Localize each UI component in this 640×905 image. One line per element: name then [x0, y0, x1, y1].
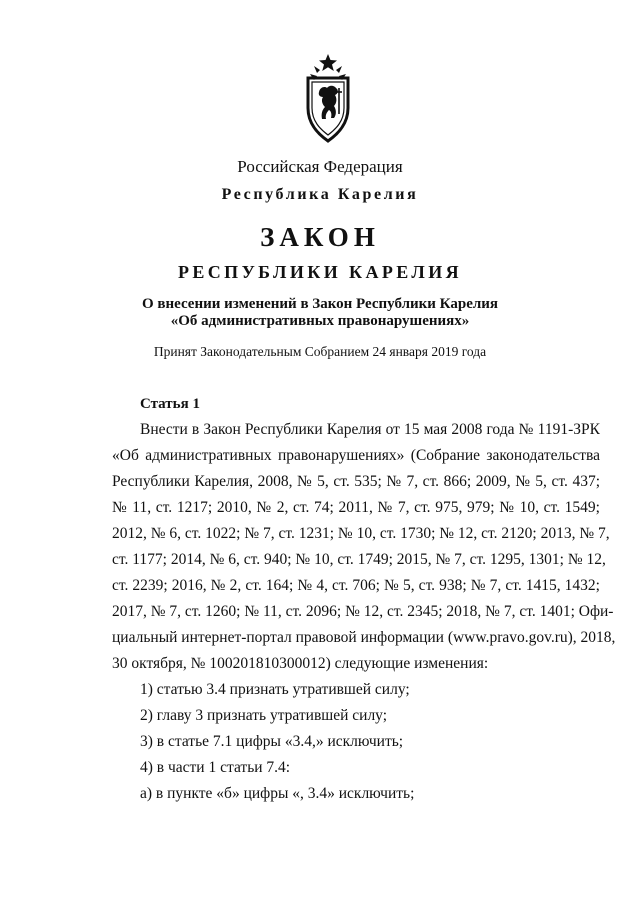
list-item: а) в пункте «б» цифры «, 3.4» исключить;	[140, 785, 415, 802]
document-type-title: ЗАКОН	[260, 222, 380, 252]
law-subject-line-1: О внесении изменений в Закон Республики Карелия	[141, 296, 499, 312]
article-heading: Статья 1	[140, 396, 200, 412]
document-issuer: РЕСПУБЛИКИ КАРЕЛИЯ	[177, 262, 463, 282]
paragraph-line: циальный интернет-портал правовой информации (www.pravo.gov.ru), 2018,	[112, 629, 616, 646]
list-item: 1) статью 3.4 признать утратившей силу;	[140, 681, 410, 698]
paragraph-line: № 11, ст. 1217; 2010, № 2, ст. 74; 2011, № 7, ст. 975, 979; № 10, ст. 1549;	[112, 499, 600, 516]
list-item: 4) в части 1 статьи 7.4:	[140, 759, 291, 776]
paragraph-line: Республики Карелия, 2008, № 5, ст. 535; № 7, ст. 866; 2009, № 5, ст. 437;	[112, 473, 600, 490]
list-item: 2) главу 3 признать утратившей силу;	[140, 707, 388, 724]
paragraph-line: 2012, № 6, ст. 1022; № 7, ст. 1231; № 10, ст. 1730; № 12, ст. 2120; 2013, № 7,	[112, 525, 610, 542]
republic-name: Республика Карелия	[221, 186, 419, 203]
country-name: Российская Федерация	[237, 157, 403, 176]
paragraph-line: ст. 1177; 2014, № 6, ст. 940; № 10, ст. 1749; 2015, № 7, ст. 1295, 1301; № 12,	[112, 551, 606, 568]
list-item: 3) в статье 7.1 цифры «3.4,» исключить;	[140, 733, 404, 750]
adoption-note: Принят Законодательным Собранием 24 января 2019 года	[153, 344, 487, 359]
coat-of-arms-icon	[300, 54, 356, 144]
law-subject	[0, 296, 640, 330]
paragraph-line: ст. 2239; 2016, № 2, ст. 164; № 4, ст. 706; № 5, ст. 938; № 7, ст. 1415, 1432;	[112, 577, 600, 594]
law-subject-line-2: «Об административных правонарушениях»	[170, 313, 470, 329]
paragraph-line: Внести в Закон Республики Карелия от 15 мая 2008 года № 1191-ЗРК	[140, 421, 600, 438]
paragraph-line: 30 октября, № 100201810300012) следующие изменения:	[112, 655, 489, 672]
paragraph-line: «Об административных правонарушениях» (Собрание законодательства	[112, 447, 600, 464]
paragraph-line: 2017, № 7, ст. 1260; № 11, ст. 2096; № 12, ст. 2345; 2018, № 7, ст. 1401; Офи-	[112, 603, 614, 620]
